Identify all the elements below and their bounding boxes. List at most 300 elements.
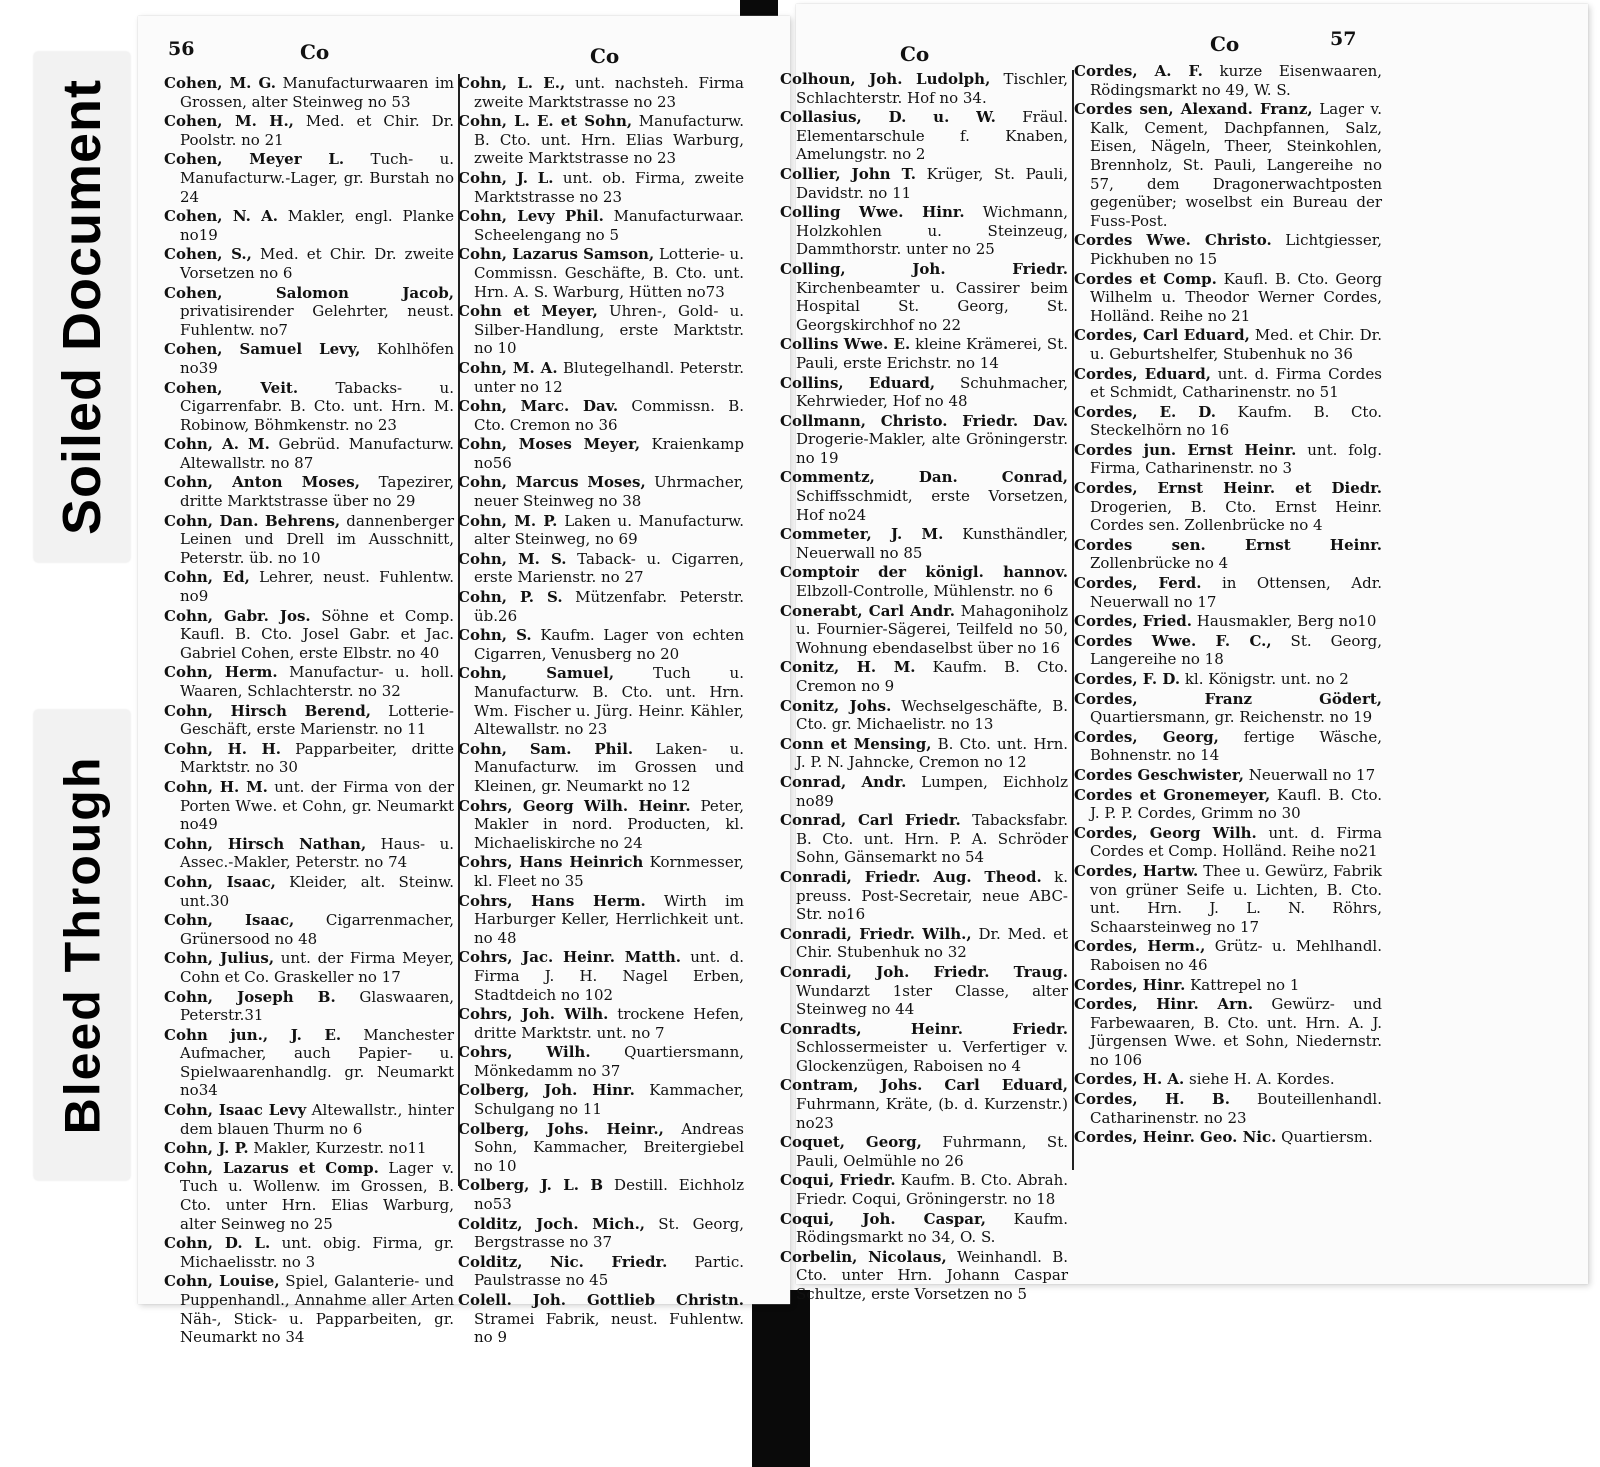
directory-entry: [458, 853, 744, 890]
directory-entry: [1074, 326, 1382, 363]
directory-entry: [458, 245, 744, 301]
directory-entry: [1074, 766, 1382, 785]
entry-text: Gewürz- und Farbewaaren, B. Cto. unt. Hrn. A. J. Jürgensen Wwe. et Sohn, Niedernstr. no 106: [1090, 995, 1382, 1069]
entry-name: Conradi, Friedr. Wilh.,: [780, 924, 972, 943]
entry-text: Quartiersm.: [1276, 1128, 1373, 1147]
directory-entry: [164, 740, 454, 777]
directory-entry: [1074, 786, 1382, 823]
entry-name: Cordes Wwe. F. C.,: [1074, 631, 1272, 650]
directory-entry: [1074, 1128, 1382, 1147]
directory-entry: [164, 568, 454, 605]
entry-text: Drogerie-Makler, alte Gröningerstr. no 19: [796, 430, 1068, 467]
directory-entry: [164, 512, 454, 568]
directory-entry: [164, 1101, 454, 1138]
directory-entry: [164, 949, 454, 986]
directory-entry: [164, 340, 454, 377]
entry-text: Kornmesser, kl. Fleet no 35: [474, 853, 744, 890]
directory-entry: [1074, 574, 1382, 611]
directory-entry: [1074, 690, 1382, 727]
entry-name: Cohn, D. L.: [164, 1234, 271, 1253]
entry-name: Cordes et Gronemeyer,: [1074, 785, 1271, 804]
directory-entry: [164, 702, 454, 739]
directory-entry: [1074, 365, 1382, 402]
entry-name: Cordes, E. D.: [1074, 402, 1217, 421]
entry-text: Thee u. Gewürz, Fabrik von grüner Seife u. Lichten, B. Cto. unt. Hrn. J. L. N. Röhrs, Schaarsteinweg no 17: [1090, 861, 1382, 936]
entry-name: Cohrs, Joh. Wilh.: [458, 1005, 609, 1024]
entry-name: Commeter, J. M.: [780, 525, 944, 544]
directory-entry: [458, 359, 744, 396]
entry-name: Cohn, M. S.: [458, 549, 567, 568]
entry-text: Tabacksfabr. B. Cto. unt. Hrn. P. A. Schröder Sohn, Gänsemarkt no 54: [796, 811, 1069, 867]
directory-entry: [458, 435, 744, 472]
entry-text: Mahagoniholz u. Fournier-Sägerei, Teilfeld no 50, Wohnung ebendaselbst über no 16: [796, 601, 1069, 657]
directory-entry: [780, 260, 1068, 334]
entry-text: Schiffsschmidt, erste Vorsetzen, Hof no24: [796, 487, 1068, 524]
directory-entry: [780, 868, 1068, 924]
directory-entry: [458, 1176, 744, 1213]
directory-entry: [164, 988, 454, 1025]
directory-entry: [1074, 100, 1382, 230]
entry-name: Cohn, L. E.,: [458, 74, 566, 92]
entry-name: Cohen, Meyer L.: [164, 150, 345, 169]
entry-text: in Ottensen, Adr. Neuerwall no 17: [1090, 574, 1382, 611]
entry-name: Cohen, Veit.: [164, 378, 299, 397]
directory-entry: [780, 1171, 1068, 1208]
entry-name: Cordes, Ernst Heinr. et Diedr.: [1074, 479, 1382, 498]
entry-text: unt. folg. Firma, Catharinenstr. no 3: [1090, 440, 1382, 478]
entry-text: Lumpen, Eichholz no89: [796, 772, 1068, 810]
directory-entry: [1074, 231, 1382, 268]
entry-text: Quartiersmann, gr. Reichenstr. no 19: [1090, 708, 1373, 727]
entry-text: Peter, Makler in nord. Producten, kl. Michaeliskirche no 24: [474, 796, 745, 852]
entry-text: kl. Königstr. unt. no 2: [1180, 670, 1349, 688]
entry-text: unt. nachsteh. Firma zweite Marktstrasse no 23: [474, 74, 744, 111]
entry-name: Conradts, Heinr. Friedr.: [780, 1019, 1068, 1038]
page-number-left: 56: [168, 38, 195, 60]
entry-text: unt. d. Firma Cordes et Schmidt, Catharinenstr. no 51: [1090, 364, 1382, 402]
entry-name: Cordes, Franz Gödert,: [1074, 689, 1382, 708]
soiled-document-label: [34, 52, 130, 562]
entry-text: fertige Wäsche, Bohnenstr. no 14: [1090, 727, 1382, 765]
entry-name: Cohn jun., J. E.: [164, 1025, 342, 1044]
header-co-left-2: Co: [590, 44, 620, 68]
entry-text: Weinhandl. B. Cto. unter Hrn. Johann Caspar Schultze, erste Vorsetzen no 5: [796, 1247, 1068, 1303]
entry-text: Elbzoll-Controlle, Mühlenstr. no 6: [796, 582, 1054, 601]
entry-text: Makler, engl. Planke no19: [180, 207, 454, 244]
entry-name: Cohn, Anton Moses,: [164, 473, 360, 492]
entry-name: Cohn, M. A.: [458, 358, 558, 377]
directory-entry: [458, 74, 744, 111]
right-page-column-2: [1074, 62, 1382, 1192]
entry-text: Glaswaaren, Peterstr.31: [180, 987, 454, 1025]
directory-entry: [1074, 441, 1382, 478]
directory-entry: [1074, 479, 1382, 535]
entry-name: Collasius, D. u. W.: [780, 108, 996, 127]
directory-entry: [458, 473, 744, 510]
entry-text: Neuerwall no 17: [1243, 765, 1376, 784]
entry-text: Lehrer, neust. Fuhlentw. no9: [180, 568, 454, 606]
entry-name: Cohn et Meyer,: [458, 302, 598, 321]
entry-text: Kaufm. B. Cto. Cremon no 9: [796, 658, 1068, 695]
entry-text: Manufacturwaar. Scheelengang no 5: [474, 207, 744, 244]
entry-text: Lager v. Tuch u. Wollenw. im Grossen, B. Cto. unter Hrn. Elias Warburg, alter Seinweg no 25: [180, 1158, 454, 1233]
entry-name: Cohn, Marcus Moses,: [458, 473, 646, 492]
directory-entry: [164, 245, 454, 282]
entry-name: Cordes Geschwister,: [1074, 765, 1244, 784]
entry-name: Cohn, Levy Phil.: [458, 207, 604, 226]
directory-entry: [780, 1020, 1068, 1076]
directory-entry: [164, 150, 454, 206]
directory-entry: [780, 1248, 1068, 1304]
entry-name: Conitz, Johs.: [780, 696, 892, 715]
entry-text: Tuch u. Manufacturw. B. Cto. unt. Hrn. Wm. Fischer u. Jürg. Heinr. Kähler, Altewallstr. no 23: [474, 664, 744, 739]
entry-name: Cohn, H. M.: [164, 777, 268, 796]
entry-name: Cordes, Carl Eduard,: [1074, 326, 1250, 345]
entry-text: St. Georg, Bergstrasse no 37: [474, 1214, 744, 1252]
directory-entry: [1074, 1090, 1382, 1127]
entry-name: Cordes sen. Ernst Heinr.: [1074, 535, 1382, 554]
entry-text: Kirchenbeamter u. Cassirer beim Hospital St. Georg, St. Georgskirchhof no 22: [796, 278, 1068, 334]
entry-text: dannenberger Leinen und Drell im Ausschnitt, Peterstr. üb. no 10: [180, 511, 454, 567]
directory-entry: [780, 165, 1068, 202]
entry-name: Cohn, Isaac,: [164, 911, 295, 930]
directory-entry: [458, 948, 744, 1004]
entry-text: Kaufm. B. Cto. Abrah. Friedr. Coqui, Gröningerstr. no 18: [796, 1171, 1069, 1209]
entry-name: Cordes, Heinr. Geo. Nic.: [1074, 1128, 1277, 1147]
entry-name: Cohen, N. A.: [164, 207, 278, 226]
directory-entry: [458, 1253, 744, 1290]
directory-entry: [1074, 728, 1382, 765]
entry-name: Cordes Wwe. Christo.: [1074, 231, 1272, 250]
entry-text: Stramei Fabrik, neust. Fuhlentw. no 9: [474, 1309, 744, 1347]
directory-entry: [780, 203, 1068, 259]
directory-entry: [164, 778, 454, 834]
directory-entry: [780, 773, 1068, 810]
directory-entry: [458, 1215, 744, 1252]
directory-entry: [458, 892, 744, 948]
entry-text: unt. ob. Firma, zweite Marktstrasse no 23: [474, 168, 744, 206]
entry-name: Collmann, Christo. Friedr. Dav.: [780, 411, 1068, 430]
directory-entry: [458, 797, 744, 853]
entry-text: Cigarrenmacher, Grünersood no 48: [180, 911, 454, 948]
directory-entry: [1074, 824, 1382, 861]
entry-name: Collins, Eduard,: [780, 373, 936, 392]
entry-text: Med. et Chir. Dr. u. Geburtshelfer, Stubenhuk no 36: [1090, 326, 1382, 363]
directory-entry: [780, 374, 1068, 411]
entry-text: unt. der Firma von der Porten Wwe. et Cohn, gr. Neumarkt no49: [180, 777, 454, 834]
entry-text: Altewallstr., hinter dem blauen Thurm no 6: [180, 1101, 454, 1138]
entry-name: Cohen, S.,: [164, 245, 252, 264]
entry-text: Wichmann, Holzkohlen u. Steinzeug, Dammthorstr. unter no 25: [796, 203, 1068, 259]
directory-entry: [780, 525, 1068, 562]
entry-name: Cordes, Hartw.: [1074, 861, 1199, 880]
entry-text: Destill. Eichholz no53: [474, 1176, 744, 1214]
entry-name: Cordes, Hinr. Arn.: [1074, 995, 1254, 1014]
entry-text: Schuhmacher, Kehrwieder, Hof no 48: [796, 373, 1069, 411]
entry-name: Contram, Johs. Carl Eduard,: [780, 1076, 1068, 1095]
entry-text: Dr. Med. et Chir. Stubenhuk no 32: [796, 924, 1069, 962]
entry-name: Collier, John T.: [780, 164, 917, 183]
entry-name: Cohn, Hirsch Berend,: [164, 701, 371, 720]
directory-entry: [164, 1272, 454, 1346]
directory-entry: [458, 1120, 744, 1176]
directory-entry: [1074, 632, 1382, 669]
entry-text: Makler, Kurzestr. no11: [248, 1139, 427, 1158]
entry-text: Mützenfabr. Peterstr. üb.26: [474, 588, 744, 625]
entry-text: Fuhrmann, Kräte, (b. d. Kurzenstr.) no23: [796, 1095, 1068, 1132]
entry-text: kleine Krämerei, St. Pauli, erste Erichstr. no 14: [796, 335, 1068, 372]
right-page-column-1: [780, 70, 1069, 1303]
entry-text: B. Cto. unt. Hrn. J. P. N. Jahncke, Cremon no 12: [796, 734, 1068, 772]
entry-name: Coqui, Joh. Caspar,: [780, 1209, 987, 1228]
directory-entry: [780, 811, 1068, 867]
entry-name: Cohrs, Hans Heinrich: [458, 853, 644, 872]
entry-text: Hausmakler, Berg no10: [1192, 612, 1377, 631]
entry-text: Kattrepel no 1: [1185, 975, 1300, 994]
entry-text: Zollenbrücke no 4: [1090, 554, 1229, 573]
entry-text: Kraienkamp no56: [474, 435, 745, 472]
entry-name: Cohn, Joseph B.: [164, 987, 336, 1006]
entry-text: Kaufl. B. Cto. Georg Wilhelm u. Theodor Werner Cordes, Holländ. Reihe no 21: [1090, 269, 1382, 325]
directory-entry: [780, 335, 1068, 372]
entry-text: Wundarzt 1ster Classe, alter Steinweg no 44: [796, 981, 1068, 1019]
entry-name: Coquet, Georg,: [780, 1133, 922, 1152]
entry-text: trockene Hefen, dritte Marktstr. unt. no 7: [474, 1005, 744, 1042]
directory-entry: [780, 1210, 1068, 1247]
entry-name: Corbelin, Nicolaus,: [780, 1247, 947, 1266]
right-page: [780, 4, 1588, 1303]
entry-name: Conradi, Friedr. Aug. Theod.: [780, 867, 1042, 886]
directory-entry: [164, 1139, 454, 1158]
entry-name: Cohn, Gabr. Jos.: [164, 606, 311, 625]
directory-entry: [458, 169, 744, 206]
entry-text: Manufacturwaaren im Grossen, alter Steinweg no 53: [180, 74, 454, 111]
entry-name: Colling, Joh. Friedr.: [780, 259, 1068, 278]
entry-text: unt. obig. Firma, gr. Michaelisstr. no 3: [180, 1234, 454, 1271]
entry-name: Commentz, Dan. Conrad,: [780, 468, 1068, 487]
entry-text: Andreas Sohn, Kammacher, Breitergiebel no 10: [474, 1119, 744, 1175]
entry-name: Colberg, Joh. Hinr.: [458, 1081, 635, 1100]
entry-name: Collins Wwe. E.: [780, 335, 911, 354]
entry-text: Kammacher, Schulgang no 11: [474, 1081, 744, 1119]
bleed-through-label-text: Bleed Through: [54, 755, 111, 1135]
directory-entry: [458, 626, 744, 663]
entry-name: Cordes, Ferd.: [1074, 574, 1202, 593]
directory-entry: [164, 607, 454, 663]
entry-text: Wechselgeschäfte, B. Cto. gr. Michaelistr. no 13: [796, 696, 1068, 734]
entry-text: Kaufm. Lager von echten Cigarren, Venusberg no 20: [474, 626, 744, 663]
entry-name: Cohn, Isaac,: [164, 872, 276, 891]
entry-name: Cordes, Herm.,: [1074, 937, 1206, 956]
directory-entry: [458, 1005, 744, 1042]
entry-text: Fräul. Elementarschule f. Knaben, Amelungstr. no 2: [796, 108, 1068, 164]
directory-entry: [780, 697, 1068, 734]
entry-text: siehe H. A. Kordes.: [1184, 1070, 1335, 1089]
left-page-column-2: [458, 74, 745, 1347]
header-co-right-2: Co: [1210, 32, 1240, 56]
entry-text: Kaufl. B. Cto. J. P. P. Cordes, Grimm no 30: [1090, 785, 1382, 823]
directory-entry: [458, 397, 744, 434]
entry-text: Uhrmacher, neuer Steinweg no 38: [474, 473, 744, 511]
entry-name: Cohn, Lazarus Samson,: [458, 245, 655, 264]
entry-text: Partic. Paulstrasse no 45: [474, 1252, 744, 1290]
book-binding-bottom: [752, 1290, 810, 1467]
directory-entry: [1074, 976, 1382, 995]
entry-name: Colberg, Johs. Heinr.,: [458, 1119, 664, 1138]
entry-text: Tapezirer, dritte Marktstrasse über no 29: [180, 473, 454, 511]
entry-name: Colberg, J. L. B: [458, 1176, 604, 1195]
entry-name: Cohn, P. S.: [458, 588, 563, 607]
header-co-right-1: Co: [900, 42, 930, 66]
directory-entry: [458, 112, 744, 168]
entry-text: Krüger, St. Pauli, Davidstr. no 11: [796, 164, 1068, 202]
entry-name: Cordes, Georg,: [1074, 727, 1219, 746]
entry-name: Colhoun, Joh. Ludolph,: [780, 70, 991, 88]
directory-entry: [164, 911, 454, 948]
entry-name: Cohrs, Hans Herm.: [458, 891, 646, 910]
entry-name: Conerabt, Carl Andr.: [780, 601, 955, 620]
entry-name: Conrad, Andr.: [780, 772, 907, 791]
entry-name: Cohen, Samuel Levy,: [164, 340, 361, 359]
page-number-right: 57: [1330, 28, 1357, 50]
entry-name: Cohen, M. H.,: [164, 112, 294, 131]
entry-name: Colell. Joh. Gottlieb Christn.: [458, 1291, 744, 1309]
entry-name: Cordes, Fried.: [1074, 612, 1193, 631]
directory-entry: [458, 740, 744, 796]
directory-entry: [780, 735, 1068, 772]
directory-entry: [164, 379, 454, 435]
directory-entry: [1074, 536, 1382, 573]
entry-text: Papparbeiter, dritte Marktstr. no 30: [180, 739, 454, 777]
entry-text: Taback- u. Cigarren, erste Marienstr. no 27: [474, 549, 744, 587]
entry-text: Kaufm. B. Cto. Steckelhörn no 16: [1090, 402, 1382, 440]
directory-entry: [1074, 670, 1382, 689]
left-page-column-1: [164, 74, 455, 1347]
entry-text: Lichtgiesser, Pickhuben no 15: [1090, 231, 1382, 268]
directory-entry: [1074, 862, 1382, 936]
directory-entry: [458, 1291, 744, 1347]
entry-text: privatisirender Gelehrter, neust. Fuhlentw. no7: [180, 302, 454, 339]
entry-name: Conradi, Joh. Friedr. Traug.: [780, 962, 1068, 981]
entry-name: Cordes, A. F.: [1074, 62, 1203, 80]
entry-text: Uhren-, Gold- u. Silber-Handlung, erste Marktstr. no 10: [474, 302, 744, 358]
entry-text: Kaufm. Rödingsmarkt no 34, O. S.: [796, 1209, 1069, 1247]
directory-entry: [1074, 62, 1382, 99]
entry-name: Colditz, Nic. Friedr.: [458, 1252, 668, 1271]
entry-name: Cohn, Hirsch Nathan,: [164, 834, 367, 853]
entry-text: Wirth im Harburger Keller, Herrlichkeit unt. no 48: [474, 891, 744, 947]
entry-text: kurze Eisenwaaren, Rödingsmarkt no 49, W. S.: [1090, 62, 1383, 99]
entry-text: St. Georg, Langereihe no 18: [1090, 631, 1382, 669]
entry-name: Cordes, Georg Wilh.: [1074, 823, 1257, 842]
entry-name: Cohn, Moses Meyer,: [458, 435, 641, 454]
directory-entry: [1074, 1070, 1382, 1089]
entry-name: Cordes jun. Ernst Heinr.: [1074, 440, 1297, 459]
entry-text: Lotterie- u. Commissn. Geschäfte, B. Cto. unt. Hrn. A. S. Warburg, Hütten no73: [474, 245, 744, 301]
entry-name: Cordes sen, Alexand. Franz,: [1074, 100, 1313, 119]
left-page: [138, 16, 790, 1347]
directory-entry: [164, 473, 454, 510]
directory-entry: [780, 108, 1068, 164]
entry-name: Cohn, L. E. et Sohn,: [458, 112, 633, 131]
entry-text: Tabacks- u. Cigarrenfabr. B. Cto. unt. Hrn. M. Robinow, Böhmkenstr. no 23: [180, 378, 454, 434]
entry-name: Cohn, H. H.: [164, 739, 281, 758]
directory-entry: [164, 74, 454, 111]
bleed-through-label: [34, 710, 130, 1180]
entry-name: Cohn, Marc. Dav.: [458, 397, 619, 416]
directory-entry: [780, 925, 1068, 962]
entry-name: Cohn, M. P.: [458, 511, 558, 530]
entry-text: k. preuss. Post-Secretair, neue ABC-Str. no16: [796, 867, 1068, 924]
directory-entry: [458, 664, 744, 738]
entry-text: Lager v. Kalk, Cement, Dachpfannen, Salz, Eisen, Nägeln, Theer, Steinkohlen, Brennholz, St. Pauli, Langereihe no 57, dem Dragonerwachtposten gegenüber; woselbst ein Bureau der Fuss-Post.: [1090, 100, 1382, 230]
entry-name: Cohn, J. P.: [164, 1139, 249, 1158]
directory-entry: [458, 302, 744, 358]
directory-entry: [164, 873, 454, 910]
directory-entry: [164, 284, 454, 340]
entry-name: Cordes et Comp.: [1074, 269, 1217, 288]
entry-text: Lotterie-Geschäft, erste Marienstr. no 11: [180, 701, 455, 739]
entry-name: Cordes, F. D.: [1074, 670, 1181, 688]
directory-entry: [1074, 270, 1382, 326]
entry-name: Cohn, Dan. Behrens,: [164, 511, 341, 530]
entry-name: Cohrs, Georg Wilh. Heinr.: [458, 796, 691, 815]
entry-name: Conrad, Carl Friedr.: [780, 811, 961, 830]
directory-entry: [1074, 937, 1382, 974]
entry-name: Colling Wwe. Hinr.: [780, 203, 965, 222]
entry-text: Manufacturw. B. Cto. unt. Hrn. Elias Warburg, zweite Marktstrasse no 23: [474, 112, 744, 168]
directory-entry: [164, 112, 454, 149]
entry-name: Conitz, H. M.: [780, 658, 916, 677]
directory-entry: [780, 963, 1068, 1019]
entry-name: Cordes, H. B.: [1074, 1090, 1230, 1109]
entry-text: Bouteillenhandl. Catharinenstr. no 23: [1090, 1090, 1382, 1127]
entry-text: Söhne et Comp. Kaufl. B. Cto. Josel Gabr. et Jac. Gabriel Cohen, erste Elbstr. no 40: [180, 606, 454, 662]
entry-text: Grütz- u. Mehlhandl. Raboisen no 46: [1090, 937, 1382, 974]
entry-name: Cohrs, Wilh.: [458, 1043, 591, 1062]
directory-entry: [164, 435, 454, 472]
entry-text: Commissn. B. Cto. Cremon no 36: [474, 397, 744, 434]
entry-name: Cohen, M. G.: [164, 74, 276, 92]
entry-name: Cohrs, Jac. Heinr. Matth.: [458, 948, 682, 967]
entry-name: Cohn, Herm.: [164, 663, 278, 682]
entry-name: Cohen, Salomon Jacob,: [164, 283, 454, 302]
entry-text: Med. et Chir. Dr. Poolstr. no 21: [180, 112, 454, 149]
entry-text: Laken- u. Manufacturw. im Grossen und Kleinen, gr. Neumarkt no 12: [474, 739, 744, 795]
entry-name: Cohn, Sam. Phil.: [458, 739, 634, 758]
entry-name: Colditz, Joch. Mich.,: [458, 1214, 646, 1233]
entry-text: Gebrüd. Manufacturw. Altewallstr. no 87: [180, 435, 455, 472]
entry-name: Cohn, J. L.: [458, 168, 554, 187]
entry-text: Manchester Aufmacher, auch Papier- u. Spielwaarenhandlg. gr. Neumarkt no34: [180, 1025, 454, 1100]
directory-entry: [1074, 612, 1382, 631]
entry-text: Blutegelhandl. Peterstr. unter no 12: [474, 358, 744, 396]
soiled-document-label-text: Soiled Document: [52, 78, 113, 536]
entry-text: Spiel, Galanterie- und Puppenhandl., Annahme aller Arten Näh-, Stick- u. Papparbeiten, gr. Neumarkt no 34: [180, 1272, 454, 1347]
directory-entry: [458, 1043, 744, 1080]
entry-name: Cohn, S.: [458, 626, 532, 645]
directory-entry: [780, 563, 1068, 600]
entry-name: Cohn, Ed,: [164, 568, 250, 587]
directory-entry: [458, 588, 744, 625]
directory-entry: [458, 550, 744, 587]
entry-text: unt. d. Firma J. H. Nagel Erben, Stadtdeich no 102: [474, 948, 744, 1004]
directory-entry: [164, 1026, 454, 1100]
directory-entry: [458, 1081, 744, 1118]
entry-name: Cordes, Hinr.: [1074, 975, 1186, 994]
entry-text: Fuhrmann, St. Pauli, Oelmühle no 26: [796, 1133, 1069, 1170]
directory-entry: [780, 1076, 1068, 1132]
